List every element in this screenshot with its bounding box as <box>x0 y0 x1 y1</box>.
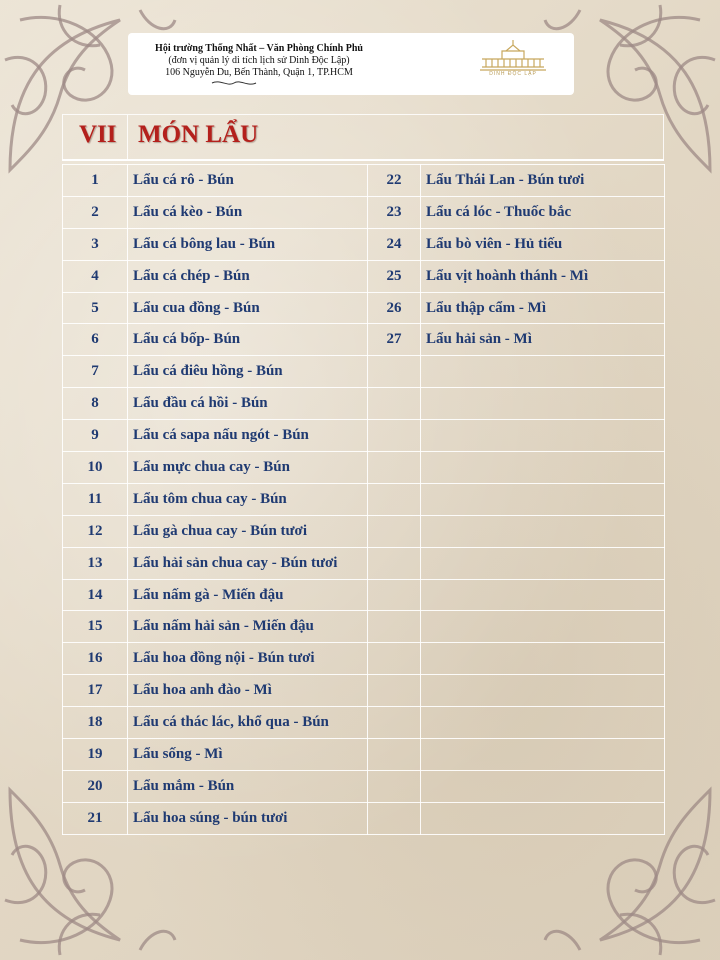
dish-name: Lẩu mắm - Bún <box>128 770 368 802</box>
dish-name <box>421 483 665 515</box>
item-number: 13 <box>63 547 128 579</box>
dish-name: Lẩu tôm chua cay - Bún <box>128 483 368 515</box>
dish-name: Lẩu sống - Mì <box>128 739 368 771</box>
dish-name: Lẩu cá bốp- Bún <box>128 324 368 356</box>
table-row <box>63 452 665 484</box>
menu-table <box>62 164 665 835</box>
dish-name: Lẩu hoa súng - bún tươi <box>128 802 368 834</box>
table-row <box>63 165 665 197</box>
dish-name: Lẩu hoa anh đào - Mì <box>128 675 368 707</box>
dish-name <box>421 675 665 707</box>
item-number: 27 <box>368 324 421 356</box>
dish-name: Lẩu hoa đồng nội - Bún tươi <box>128 643 368 675</box>
dish-name <box>421 579 665 611</box>
dish-name: Lẩu cá sapa nấu ngót - Bún <box>128 420 368 452</box>
dish-name: Lẩu mực chua cay - Bún <box>128 452 368 484</box>
table-row <box>63 675 665 707</box>
table-row <box>63 196 665 228</box>
item-number: 23 <box>368 196 421 228</box>
dish-name <box>421 452 665 484</box>
dish-name <box>421 611 665 643</box>
table-row <box>63 515 665 547</box>
dish-name: Lẩu nấm hải sản - Miến đậu <box>128 611 368 643</box>
header-card <box>128 33 574 95</box>
item-number: 20 <box>63 770 128 802</box>
dish-name: Lẩu cá điêu hồng - Bún <box>128 356 368 388</box>
item-number <box>368 739 421 771</box>
item-number: 5 <box>63 292 128 324</box>
item-number <box>368 611 421 643</box>
item-number: 3 <box>63 228 128 260</box>
dish-name <box>421 739 665 771</box>
table-row <box>63 770 665 802</box>
dish-name: Lẩu cá rô - Bún <box>128 165 368 197</box>
table-row <box>63 707 665 739</box>
table-row <box>63 547 665 579</box>
dish-name: Lẩu đầu cá hồi - Bún <box>128 388 368 420</box>
item-number: 14 <box>63 579 128 611</box>
dish-name: Lẩu gà chua cay - Bún tươi <box>128 515 368 547</box>
item-number <box>368 483 421 515</box>
item-number: 25 <box>368 260 421 292</box>
item-number: 19 <box>63 739 128 771</box>
item-number: 17 <box>63 675 128 707</box>
item-number: 22 <box>368 165 421 197</box>
table-row <box>63 579 665 611</box>
flourish-divider-icon <box>210 79 258 87</box>
item-number: 7 <box>63 356 128 388</box>
dish-name <box>421 420 665 452</box>
dish-name: Lẩu Thái Lan - Bún tươi <box>421 165 665 197</box>
table-row <box>63 324 665 356</box>
dish-name: Lẩu bò viên - Hủ tiếu <box>421 228 665 260</box>
dish-name <box>421 388 665 420</box>
item-number <box>368 388 421 420</box>
item-number: 12 <box>63 515 128 547</box>
table-row <box>63 483 665 515</box>
organization-subtitle: (đơn vị quản lý di tích lịch sử Dinh Độc Lập) <box>168 55 350 66</box>
dish-name: Lẩu cá bông lau - Bún <box>128 228 368 260</box>
table-row <box>63 802 665 834</box>
dish-name <box>421 356 665 388</box>
item-number: 9 <box>63 420 128 452</box>
table-row <box>63 292 665 324</box>
table-row <box>63 420 665 452</box>
item-number: 10 <box>63 452 128 484</box>
table-row <box>63 739 665 771</box>
dish-name: Lẩu cá chép - Bún <box>128 260 368 292</box>
item-number <box>368 356 421 388</box>
item-number: 1 <box>63 165 128 197</box>
dish-name: Lẩu hải sản - Mì <box>421 324 665 356</box>
organization-title: Hội trường Thống Nhất – Văn Phòng Chính Phủ <box>155 43 363 54</box>
dish-name <box>421 547 665 579</box>
dish-name <box>421 802 665 834</box>
table-row <box>63 356 665 388</box>
item-number <box>368 547 421 579</box>
organization-address: 106 Nguyễn Du, Bến Thành, Quận 1, TP.HCM <box>165 67 353 78</box>
section-number: VII <box>79 121 117 148</box>
item-number: 21 <box>63 802 128 834</box>
item-number: 2 <box>63 196 128 228</box>
item-number <box>368 452 421 484</box>
divider <box>62 159 664 161</box>
item-number <box>368 515 421 547</box>
table-row <box>63 228 665 260</box>
dish-name <box>421 643 665 675</box>
dish-name: Lẩu thập cẩm - Mì <box>421 292 665 324</box>
dish-name: Lẩu hải sản chua cay - Bún tươi <box>128 547 368 579</box>
table-row <box>63 260 665 292</box>
dish-name <box>421 515 665 547</box>
item-number: 15 <box>63 611 128 643</box>
item-number: 18 <box>63 707 128 739</box>
item-number <box>368 420 421 452</box>
palace-logo-icon <box>476 37 550 89</box>
section-title: MÓN LẨU <box>138 121 259 148</box>
item-number: 26 <box>368 292 421 324</box>
organization-info <box>128 43 390 79</box>
item-number: 24 <box>368 228 421 260</box>
dish-name: Lẩu vịt hoành thánh - Mì <box>421 260 665 292</box>
item-number <box>368 707 421 739</box>
item-number: 11 <box>63 483 128 515</box>
item-number <box>368 675 421 707</box>
dish-name: Lẩu cá kèo - Bún <box>128 196 368 228</box>
item-number: 16 <box>63 643 128 675</box>
item-number <box>368 579 421 611</box>
dish-name: Lẩu cua đồng - Bún <box>128 292 368 324</box>
logo-caption: DINH ĐỘC LẬP <box>489 71 537 77</box>
item-number: 6 <box>63 324 128 356</box>
dish-name: Lẩu nấm gà - Miến đậu <box>128 579 368 611</box>
item-number <box>368 770 421 802</box>
item-number <box>368 643 421 675</box>
dish-name <box>421 707 665 739</box>
table-row <box>63 388 665 420</box>
dish-name: Lẩu cá thác lác, khổ qua - Bún <box>128 707 368 739</box>
item-number: 4 <box>63 260 128 292</box>
dish-name <box>421 770 665 802</box>
table-row <box>63 611 665 643</box>
item-number: 8 <box>63 388 128 420</box>
dish-name: Lẩu cá lóc - Thuốc bắc <box>421 196 665 228</box>
table-row <box>63 643 665 675</box>
item-number <box>368 802 421 834</box>
